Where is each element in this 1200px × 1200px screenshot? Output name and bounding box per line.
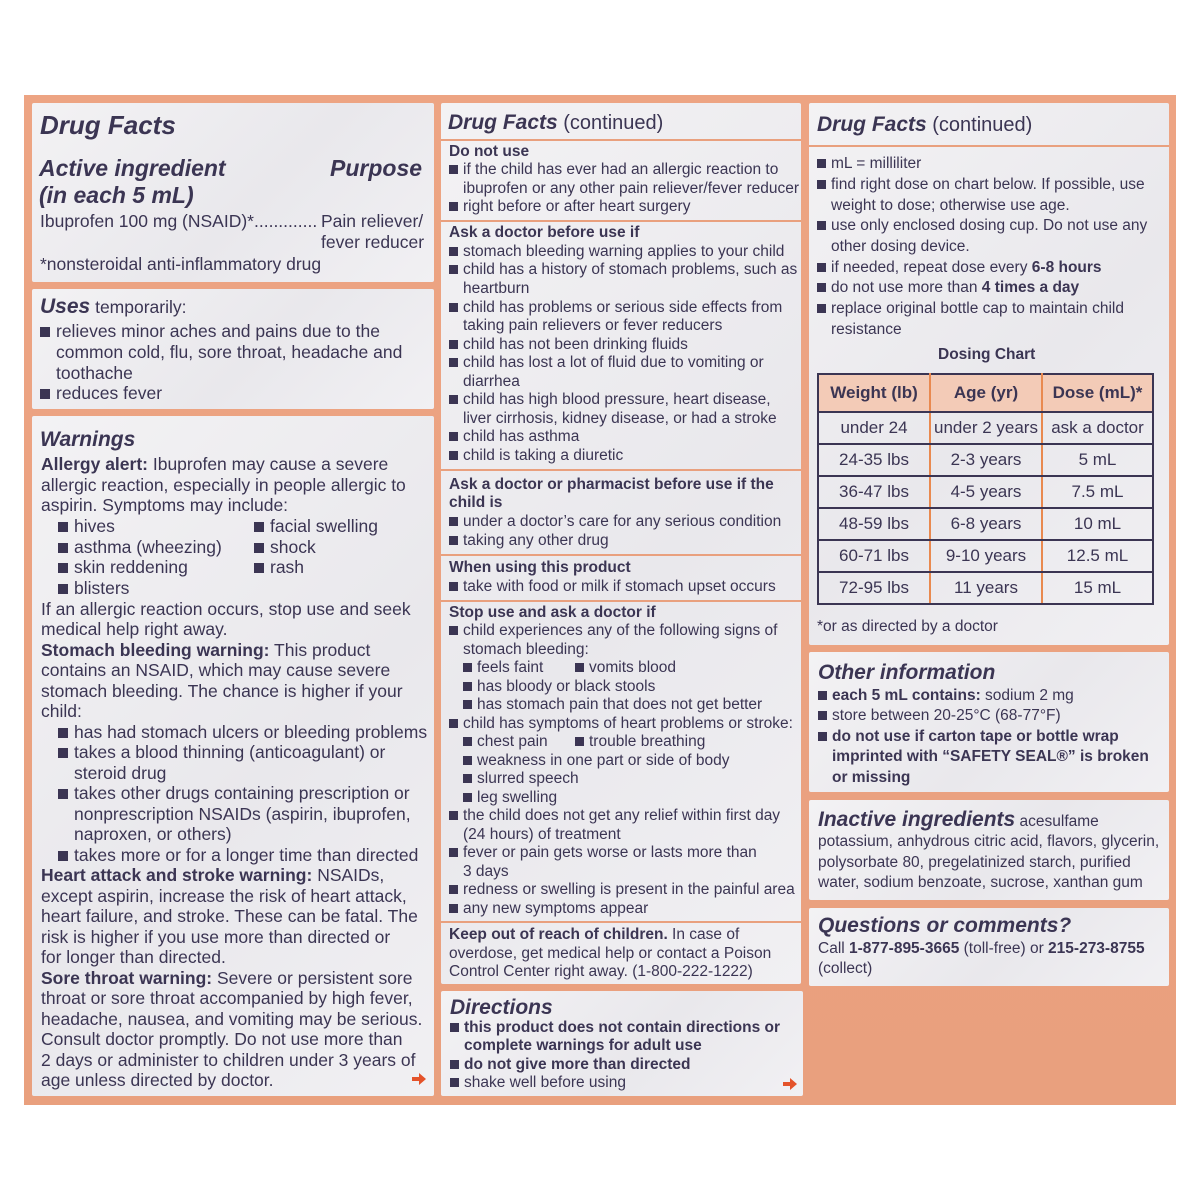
table-cell: 7.5 mL [1042, 476, 1153, 508]
stomach-line-2: contains an NSAID, which may cause severe [41, 660, 391, 680]
heart-line-1: Heart attack and stroke warning: NSAIDs, [41, 865, 385, 885]
uses-item: relieves minor aches and pains due to the [40, 321, 380, 341]
bullet-icon [463, 774, 472, 783]
drug-facts-title: Drug Facts [40, 110, 176, 140]
drug-facts-continued-box [441, 103, 801, 984]
other-item: each 5 mL contains: sodium 2 mg [818, 687, 1074, 706]
uses-box [32, 289, 434, 409]
inactive-line-2: polysorbate 80, pregelatinized starch, purified [818, 854, 1131, 871]
keep-out-line-2: overdose, get medical help or contact a Poison [449, 945, 772, 962]
heart-line-2: except aspirin, increase the risk of heart attack, [41, 886, 407, 906]
table-cell: 48-59 lbs [818, 508, 930, 540]
bullet-icon [449, 303, 458, 312]
stop-item: any new symptoms appear [449, 900, 648, 919]
symptom-item: skin reddening [58, 557, 188, 577]
allergy-line-1: Allergy alert: Ibuprofen may cause a severe [41, 454, 389, 474]
table-cell: 24-35 lbs [818, 444, 930, 476]
stop-subitem: weakness in one part or side of body [463, 752, 729, 771]
dosing-chart-note: *or as directed by a doctor [817, 618, 998, 635]
table-cell: 36-47 lbs [818, 476, 930, 508]
bullet-icon [818, 691, 827, 700]
table-cell: ask a doctor [1042, 412, 1153, 444]
bullet-icon [58, 789, 68, 799]
table-cell: 4-5 years [930, 476, 1042, 508]
dosing-item: do not use more than 4 times a day [817, 279, 1079, 298]
bullet-icon [254, 522, 264, 532]
stop-subitem: leg swelling [463, 789, 557, 808]
divider [441, 554, 801, 556]
dosing-item: replace original bottle cap to maintain child [817, 300, 1124, 319]
table-cell: 10 mL [1042, 508, 1153, 540]
inactive-line-1: potassium, anhydrous citric acid, flavors, glycerin, [818, 833, 1160, 850]
bullet-icon [817, 180, 826, 189]
dosing-item: mL = milliliter [817, 155, 921, 174]
questions-collect: (collect) [818, 960, 873, 977]
ask-pharmacist-heading-1: Ask a doctor or pharmacist before use if the [449, 476, 774, 493]
ask-item-cont: taking pain relievers or fever reducers [463, 317, 723, 334]
do-not-use-heading: Do not use [449, 143, 530, 160]
when-using-heading: When using this product [449, 559, 631, 576]
symptom-item: rash [254, 557, 304, 577]
bullet-icon [449, 885, 458, 894]
column-header: Weight (lb) [818, 374, 930, 412]
purpose-line-2: fever reducer [321, 232, 425, 252]
bullet-icon [58, 563, 68, 573]
do-not-use-item-cont: ibuprofen or any other pain reliever/fever reducer [463, 180, 800, 197]
table-cell: 60-71 lbs [818, 540, 930, 572]
divider [809, 145, 1169, 147]
other-item: store between 20-25°C (68-77°F) [818, 707, 1061, 726]
bullet-icon [575, 737, 584, 746]
bullet-icon [463, 793, 472, 802]
heart-line-4: risk is higher if you use more than directed or [41, 927, 391, 947]
table-row [818, 508, 1153, 540]
bullet-icon [463, 756, 472, 765]
dosing-chart-table [817, 373, 1154, 605]
uses-item-cont: common cold, flu, sore throat, headache and [56, 342, 403, 362]
bullet-icon [58, 522, 68, 532]
sore-line-2: throat or sore throat accompanied by high fever, [41, 988, 413, 1008]
allergy-line-3: aspirin. Symptoms may include: [41, 495, 289, 515]
col2-title: Drug Facts (continued) [448, 111, 664, 134]
bullet-icon [449, 340, 458, 349]
continue-arrow-icon [412, 1073, 426, 1085]
bullet-icon [254, 563, 264, 573]
keep-out-line-3: Control Center right away. (1-800-222-1222) [449, 963, 753, 980]
stomach-item: takes other drugs containing prescription or [58, 783, 410, 803]
other-item-cont: imprinted with “SAFETY SEAL®” is broken [832, 748, 1149, 765]
allergy-line-2: allergic reaction, especially in people allergic to [41, 475, 406, 495]
ask-item: child has asthma [449, 428, 579, 447]
sore-line-5: 2 days or administer to children under 3 years of [41, 1050, 416, 1070]
stomach-item-cont: naproxen, or others) [74, 824, 232, 844]
bullet-icon [575, 663, 584, 672]
bullet-icon [450, 1060, 459, 1069]
ask-pharmacist-heading-2: child is [449, 494, 503, 511]
divider [441, 469, 801, 471]
ingredient-footnote: *nonsteroidal anti-inflammatory drug [40, 254, 322, 274]
table-cell: 2-3 years [930, 444, 1042, 476]
table-cell: 9-10 years [930, 540, 1042, 572]
stop-item: child has symptoms of heart problems or stroke: [449, 715, 793, 734]
bullet-icon [817, 283, 826, 292]
warnings-heading: Warnings [40, 428, 136, 451]
bullet-icon [449, 536, 458, 545]
directions-item-cont: complete warnings for adult use [464, 1037, 702, 1054]
bullet-icon [449, 165, 458, 174]
directions-box [441, 991, 803, 1096]
bullet-icon [449, 904, 458, 913]
bullet-icon [463, 737, 472, 746]
sore-line-3: headache, nausea, and vomiting may be serious. [41, 1009, 423, 1029]
questions-phone-line: Call 1-877-895-3665 (toll-free) or 215-273-8755 [818, 940, 1145, 957]
dosing-item: find right dose on chart below. If possible, use [817, 176, 1145, 195]
bullet-icon [818, 711, 827, 720]
bullet-icon [449, 358, 458, 367]
bullet-icon [449, 811, 458, 820]
bullet-icon [817, 221, 826, 230]
other-item: do not use if carton tape or bottle wrap [818, 728, 1119, 747]
stomach-item-cont: steroid drug [74, 763, 167, 783]
keep-out-line-1: Keep out of reach of children. In case of [449, 926, 740, 943]
divider [441, 220, 801, 222]
stomach-item: takes more or for a longer time than directed [58, 845, 418, 865]
table-cell: under 2 years [930, 412, 1042, 444]
dosing-item: if needed, repeat dose every 6-8 hours [817, 259, 1102, 278]
directions-item: do not give more than directed [450, 1056, 691, 1075]
bullet-icon [449, 582, 458, 591]
stomach-item: has had stomach ulcers or bleeding problems [58, 722, 427, 742]
divider [441, 921, 801, 923]
table-header-row [818, 374, 1153, 412]
when-using-item: take with food or milk if stomach upset occurs [449, 578, 776, 597]
ask-item-cont: diarrhea [463, 373, 520, 390]
ask-doctor-heading: Ask a doctor before use if [449, 224, 640, 241]
purpose-line-1: Pain reliever/ [321, 211, 424, 231]
other-information-box [809, 652, 1169, 792]
stop-subitem: feels faint [463, 659, 543, 678]
warnings-box [32, 416, 434, 1096]
directions-item: this product does not contain directions or [450, 1019, 780, 1038]
column-header: Dose (mL)* [1042, 374, 1153, 412]
ask-item: child is taking a diuretic [449, 447, 623, 466]
stop-item-cont: 3 days [463, 863, 509, 880]
heart-line-3: heart failure, and stroke. These can be fatal. The [41, 906, 418, 926]
table-row [818, 476, 1153, 508]
stomach-item-cont: nonprescription NSAIDs (aspirin, ibuprofen, [74, 804, 411, 824]
ask-item: child has lost a lot of fluid due to vomiting or [449, 354, 764, 373]
stop-use-heading: Stop use and ask a doctor if [449, 604, 656, 621]
divider [441, 139, 801, 141]
ask-item: child has a history of stomach problems, such as [449, 261, 797, 280]
symptom-item: hives [58, 516, 115, 536]
table-cell: 15 mL [1042, 572, 1153, 604]
stop-subitem: vomits blood [575, 659, 676, 678]
bullet-icon [58, 543, 68, 553]
stomach-line-4: child: [41, 701, 82, 721]
bullet-icon [449, 848, 458, 857]
bullet-icon [58, 728, 68, 738]
bullet-icon [463, 700, 472, 709]
sore-line-1: Sore throat warning: Severe or persistent sore [41, 968, 413, 988]
stop-subitem: chest pain [463, 733, 548, 752]
inactive-ingredients-box [809, 800, 1169, 900]
dosing-box [809, 103, 1169, 645]
col3-title: Drug Facts (continued) [817, 113, 1033, 136]
dosing-item-cont: weight to dose; otherwise use age. [831, 197, 1070, 214]
ask-pharmacist-item: taking any other drug [449, 532, 609, 551]
other-item-cont: or missing [832, 769, 911, 786]
active-ingredient-heading: Active ingredient [39, 155, 226, 181]
ask-item: child has not been drinking fluids [449, 336, 688, 355]
symptom-item: blisters [58, 578, 129, 598]
questions-box [809, 908, 1169, 986]
dosing-item-cont: other dosing device. [831, 238, 970, 255]
ask-item-cont: liver cirrhosis, kidney disease, or had a stroke [463, 410, 777, 427]
bullet-icon [58, 851, 68, 861]
ask-item-cont: heartburn [463, 280, 530, 297]
sore-line-6: age unless directed by doctor. [41, 1070, 274, 1090]
uses-heading-line: Uses temporarily: [40, 295, 187, 318]
active-ingredient-box [32, 103, 434, 282]
bullet-icon [40, 327, 50, 337]
continue-arrow-icon [783, 1078, 797, 1090]
bullet-icon [450, 1023, 459, 1032]
table-cell: 11 years [930, 572, 1042, 604]
bullet-icon [449, 719, 458, 728]
bullet-icon [449, 202, 458, 211]
ask-item: child has problems or serious side effects from [449, 299, 782, 318]
bullet-icon [817, 159, 826, 168]
table-cell: under 24 [818, 412, 930, 444]
reaction-line-1: If an allergic reaction occurs, stop use and seek [41, 599, 411, 619]
table-cell: 72-95 lbs [818, 572, 930, 604]
purpose-heading: Purpose [330, 155, 423, 181]
questions-heading: Questions or comments? [818, 914, 1072, 937]
dosing-chart-title: Dosing Chart [938, 346, 1036, 363]
do-not-use-item: right before or after heart surgery [449, 198, 690, 217]
table-row [818, 540, 1153, 572]
stop-subitem: has bloody or black stools [463, 678, 655, 697]
bullet-icon [817, 304, 826, 313]
bullet-icon [40, 389, 50, 399]
dosing-item: use only enclosed dosing cup. Do not use any [817, 217, 1147, 236]
inactive-line-3: water, sodium benzoate, sucrose, xanthan gum [818, 874, 1143, 891]
stop-item: the child does not get any relief within first day [449, 807, 780, 826]
dosing-item-cont: resistance [831, 321, 902, 338]
table-row [818, 444, 1153, 476]
stomach-item: takes a blood thinning (anticoagulant) or [58, 742, 385, 762]
ask-item: child has high blood pressure, heart disease, [449, 391, 771, 410]
bullet-icon [254, 543, 264, 553]
stop-subitem: trouble breathing [575, 733, 705, 752]
ingredient-name: Ibuprofen 100 mg (NSAID)*............. [40, 211, 318, 231]
sore-line-4: Consult doctor promptly. Do not use more than [41, 1029, 403, 1049]
bullet-icon [449, 626, 458, 635]
stop-item-cont: stomach bleeding: [463, 641, 589, 658]
active-ingredient-subheading: (in each 5 mL) [39, 182, 194, 208]
heart-line-5: for longer than directed. [41, 947, 226, 967]
do-not-use-item: if the child has ever had an allergic reaction to [449, 161, 778, 180]
reaction-line-2: medical help right away. [41, 619, 228, 639]
symptom-item: facial swelling [254, 516, 378, 536]
ask-item: stomach bleeding warning applies to your child [449, 243, 784, 262]
bullet-icon [817, 263, 826, 272]
bullet-icon [463, 663, 472, 672]
bullet-icon [449, 451, 458, 460]
stop-subitem: has stomach pain that does not get better [463, 696, 762, 715]
symptom-item: shock [254, 537, 316, 557]
table-row [818, 412, 1153, 444]
bullet-icon [449, 395, 458, 404]
bullet-icon [58, 748, 68, 758]
stomach-line-3: stomach bleeding. The chance is higher if your [41, 681, 403, 701]
uses-item: reduces fever [40, 383, 162, 403]
table-cell: 5 mL [1042, 444, 1153, 476]
bullet-icon [449, 517, 458, 526]
ask-pharmacist-item: under a doctor’s care for any serious condition [449, 513, 781, 532]
uses-item-cont: toothache [56, 363, 133, 383]
table-cell: 6-8 years [930, 508, 1042, 540]
bullet-icon [58, 584, 68, 594]
table-row [818, 572, 1153, 604]
bullet-icon [449, 432, 458, 441]
directions-item: shake well before using [450, 1074, 626, 1093]
stop-subitem: slurred speech [463, 770, 579, 789]
bullet-icon [449, 247, 458, 256]
other-information-heading: Other information [818, 661, 996, 684]
table-cell: 12.5 mL [1042, 540, 1153, 572]
stop-item-cont: (24 hours) of treatment [463, 826, 621, 843]
stomach-line-1: Stomach bleeding warning: This product [41, 640, 371, 660]
stop-item: fever or pain gets worse or lasts more than [449, 844, 757, 863]
stop-item: redness or swelling is present in the painful area [449, 881, 795, 900]
bullet-icon [450, 1078, 459, 1087]
bullet-icon [449, 265, 458, 274]
bullet-icon [818, 732, 827, 741]
stop-item: child experiences any of the following signs of [449, 622, 778, 641]
column-header: Age (yr) [930, 374, 1042, 412]
inactive-line-0: Inactive ingredients acesulfame [818, 808, 1099, 831]
directions-heading: Directions [450, 996, 553, 1019]
divider [441, 600, 801, 602]
symptom-item: asthma (wheezing) [58, 537, 222, 557]
bullet-icon [463, 682, 472, 691]
